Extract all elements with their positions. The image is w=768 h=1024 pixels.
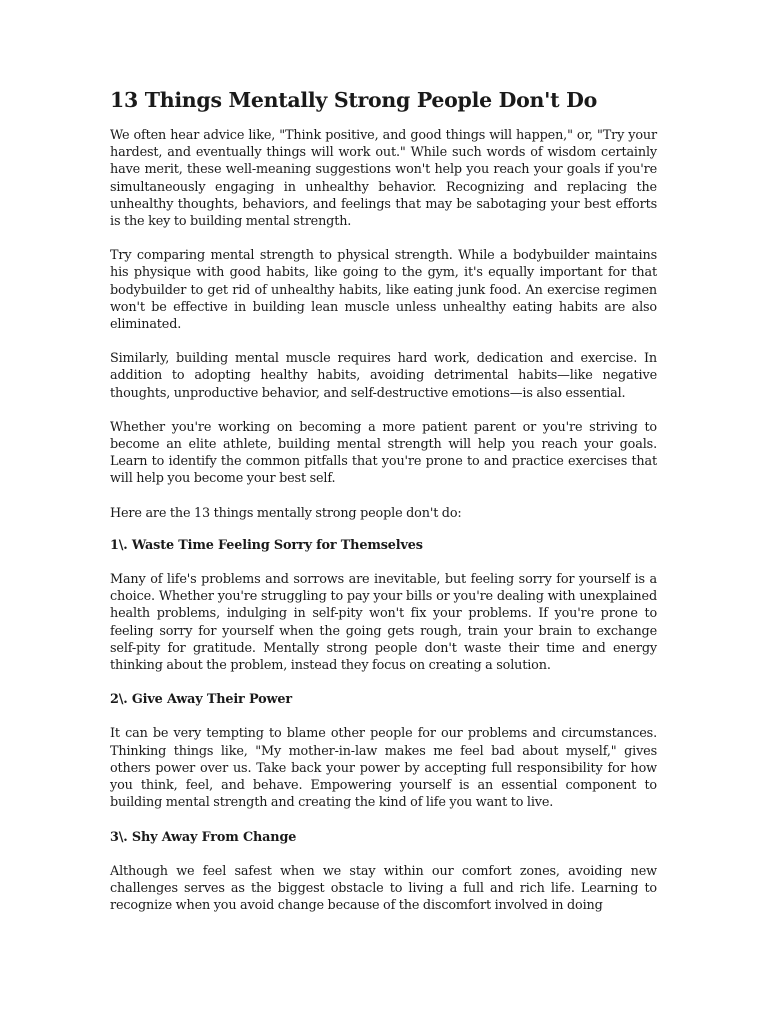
section-body: It can be very tempting to blame other people for our problems and circumstances. Thinking things like, "My mother-in-law makes me feel bad about myself," gives others power over us. Take back your power by accepting full responsibility for how you think, feel, and behave. Empowering yourself is an essential component to building mental strength and creating the kind of life you want to live. [110, 726, 657, 811]
document-title: 13 Things Mentally Strong People Don't Do [110, 88, 597, 112]
intro-paragraph: We often hear advice like, "Think positive, and good things will happen," or, "Try your hardest, and eventually things will work out." While such words of wisdom certainly have merit, these well-meaning suggestions won't help you reach your goals if you're simultaneously engaging in unhealthy behavior. Recognizing and replacing the unhealthy thoughts, behaviors, and feelings that may be sabotaging your best efforts is the key to building mental strength. [110, 128, 657, 230]
intro-paragraph: Try comparing mental strength to physical strength. While a bodybuilder maintains his physique with good habits, like going to the gym, it's equally important for that bodybuilder to get rid of unhealthy habits, like eating junk food. An exercise regimen won't be effective in building lean muscle unless unhealthy eating habits are also eliminated. [110, 248, 657, 333]
list-intro: Here are the 13 things mentally strong people don't do: [110, 505, 462, 521]
section-heading: 3\. Shy Away From Change [110, 829, 297, 845]
section-body: Many of life's problems and sorrows are inevitable, but feeling sorry for yourself is a choice. Whether you're struggling to pay your bills or you're dealing with unexplained health problems, indulging in self-pity won't fix your problems. If you're prone to feeling sorry for yourself when the going gets rough, train your brain to exchange self-pity for gratitude. Mentally strong people don't waste their time and energy thinking about the problem, instead they focus on creating a solution. [110, 572, 657, 674]
section-heading: 2\. Give Away Their Power [110, 692, 292, 708]
section-body: Although we feel safest when we stay within our comfort zones, avoiding new challenges serves as the biggest obstacle to living a full and rich life. Learning to recognize when you avoid change because of the discomfort involved in doing [110, 863, 657, 914]
intro-paragraph: Similarly, building mental muscle requires hard work, dedication and exercise. In addition to adopting healthy habits, avoiding detrimental habits—like negative thoughts, unproductive behavior, and self-destructive emotions—is also essential. [110, 351, 657, 401]
intro-paragraph: Whether you're working on becoming a more patient parent or you're striving to become an elite athlete, building mental strength will help you reach your goals. Learn to identify the common pitfalls that you're prone to and practice exercises that will help you become your best self. [110, 419, 657, 487]
document-page [110, 86, 657, 931]
section-heading: 1\. Waste Time Feeling Sorry for Themselves [110, 537, 423, 553]
